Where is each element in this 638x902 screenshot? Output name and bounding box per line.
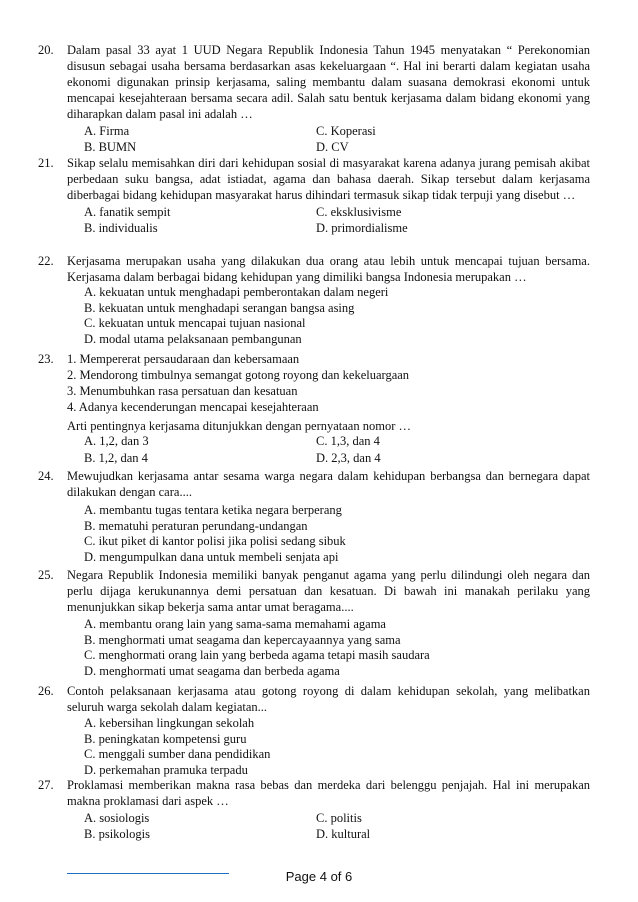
answer-options [84, 503, 638, 565]
question-number: 26. [38, 684, 54, 698]
question-number: 23. [38, 352, 54, 366]
question-23 [0, 351, 638, 466]
question-text: Negara Republik Indonesia memiliki banyak penganut agama yang perlu dilindungi oleh negara dan perlu dijaga kerukunannya demi persatuan dan kesatuan. Di bawah ini manakah perilaku yang menunjukkan sikap bekerja sama antar umat beragama.... [67, 568, 590, 614]
option-c[interactable]: C. politis [316, 811, 362, 825]
question-number: 27. [38, 778, 54, 792]
question-text: Arti pentingnya kerjasama ditunjukkan dengan pernyataan nomor … [67, 419, 411, 433]
option-c[interactable]: C. menghormati orang lain yang berbeda agama tetapi masih saudara [84, 648, 430, 663]
option-b[interactable]: B. kekuatan untuk menghadapi serangan bangsa asing [84, 300, 355, 315]
answer-options [84, 811, 638, 842]
option-d[interactable]: D. 2,3, dan 4 [316, 450, 381, 465]
option-a[interactable]: A. kekuatan untuk menghadapi pemberontakan dalam negeri [84, 285, 389, 299]
question-text: Kerjasama merupakan usaha yang dilakukan dua orang atau lebih untuk mencapai tujuan bersama. Kerjasama dalam berbagai bidang kehidupan yang dimiliki bangsa Indonesia merupakan … [67, 254, 590, 284]
question-number: 24. [38, 469, 54, 483]
answer-options [84, 434, 638, 466]
statement-4: 4. Adanya kecenderungan mencapai kesejahteraan [67, 400, 319, 414]
option-a[interactable]: A. membantu tugas tentara ketika negara berperang [84, 503, 342, 517]
option-c[interactable]: C. 1,3, dan 4 [316, 434, 380, 448]
option-d[interactable]: D. CV [316, 139, 349, 154]
question-text: Contoh pelaksanaan kerjasama atau gotong royong di dalam kehidupan sekolah, yang melibatkan seluruh warga sekolah dalam kegiatan... [67, 684, 590, 714]
option-a[interactable]: A. sosiologis [84, 811, 150, 825]
question-text: Proklamasi memberikan makna rasa bebas dan merdeka dari belenggu penjajah. Hal ini merupakan makna proklamasi dari aspek … [67, 778, 590, 808]
answer-options [84, 205, 638, 236]
question-25 [0, 567, 638, 679]
option-b[interactable]: B. psikologis [84, 826, 150, 841]
question-text: Mewujudkan kerjasama antar sesama warga negara dalam kehidupan berbangsa dan bernegara dapat dilakukan dengan cara.... [67, 469, 590, 499]
option-c[interactable]: C. ikut piket di kantor polisi jika polisi sedang sibuk [84, 534, 346, 549]
question-number: 20. [38, 43, 54, 57]
option-a[interactable]: A. Firma [84, 124, 130, 138]
option-a[interactable]: A. 1,2, dan 3 [84, 434, 149, 448]
question-24 [0, 468, 638, 565]
option-d[interactable]: D. perkemahan pramuka terpadu [84, 762, 248, 777]
option-c[interactable]: C. menggali sumber dana pendidikan [84, 747, 271, 762]
option-d[interactable]: D. primordialisme [316, 220, 408, 235]
statement-1: 1. Mempererat persaudaraan dan kebersamaan [67, 352, 300, 366]
question-text: Sikap selalu memisahkan diri dari kehidupan sosial di masyarakat karena adanya jurang pemisah akibat perbedaan suku bangsa, adat istiadat, agama dan bahasa daerah. Sikap tersebut dalam kerjasama diberbagai bidang kehidupan masyarakat harus dihindari termasuk sikap tidak terpuji yang disebut … [67, 156, 590, 202]
option-b[interactable]: B. individualis [84, 220, 158, 235]
statement-2: 2. Mendorong timbulnya semangat gotong royong dan kekeluargaan [67, 368, 410, 382]
option-b[interactable]: B. mematuhi peraturan perundang-undangan [84, 518, 308, 533]
answer-options [84, 716, 638, 778]
option-b[interactable]: B. 1,2, dan 4 [84, 450, 148, 465]
question-21 [0, 155, 638, 236]
answer-options [84, 124, 638, 155]
question-number: 21. [38, 156, 54, 170]
statement-3: 3. Menumbuhkan rasa persatuan dan kesatuan [67, 384, 298, 398]
option-a[interactable]: A. membantu orang lain yang sama-sama memahami agama [84, 617, 386, 631]
page-number: Page 4 of 6 [285, 869, 353, 884]
option-c[interactable]: C. Koperasi [316, 124, 376, 138]
question-27 [0, 777, 638, 842]
option-b[interactable]: B. menghormati umat seagama dan kepercayaannya yang sama [84, 632, 401, 647]
question-number: 25. [38, 568, 54, 582]
option-c[interactable]: C. eksklusivisme [316, 205, 402, 219]
answer-options [84, 285, 638, 347]
option-b[interactable]: B. peningkatan kompetensi guru [84, 731, 247, 746]
option-c[interactable]: C. kekuatan untuk mencapai tujuan nasional [84, 316, 306, 331]
question-22 [0, 253, 638, 347]
option-b[interactable]: B. BUMN [84, 139, 137, 154]
question-number: 22. [38, 254, 54, 268]
option-d[interactable]: D. mengumpulkan dana untuk membeli senjata api [84, 549, 339, 564]
option-d[interactable]: D. modal utama pelaksanaan pembangunan [84, 331, 302, 346]
option-d[interactable]: D. menghormati umat seagama dan berbeda agama [84, 663, 340, 678]
option-a[interactable]: A. kebersihan lingkungan sekolah [84, 716, 255, 730]
question-26 [0, 683, 638, 778]
question-text: Dalam pasal 33 ayat 1 UUD Negara Republik Indonesia Tahun 1945 menyatakan “ Perekonomian disusun sebagai usaha bersama berdasarkan asas kekeluargaan “. Hal ini berarti dalam kegiatan usaha ekonomi digunakan prinsip kerjasama, saling membantu dalam suasana demokrasi ekonomi untuk mencapai kesejahteraan bersama secara adil. Salah satu bentuk kerjasama dalam bidang ekonomi yang diharapkan dalam pasal ini adalah … [67, 43, 590, 121]
question-20 [0, 42, 638, 155]
option-d[interactable]: D. kultural [316, 826, 371, 841]
option-a[interactable]: A. fanatik sempit [84, 205, 171, 219]
answer-options [84, 617, 638, 679]
